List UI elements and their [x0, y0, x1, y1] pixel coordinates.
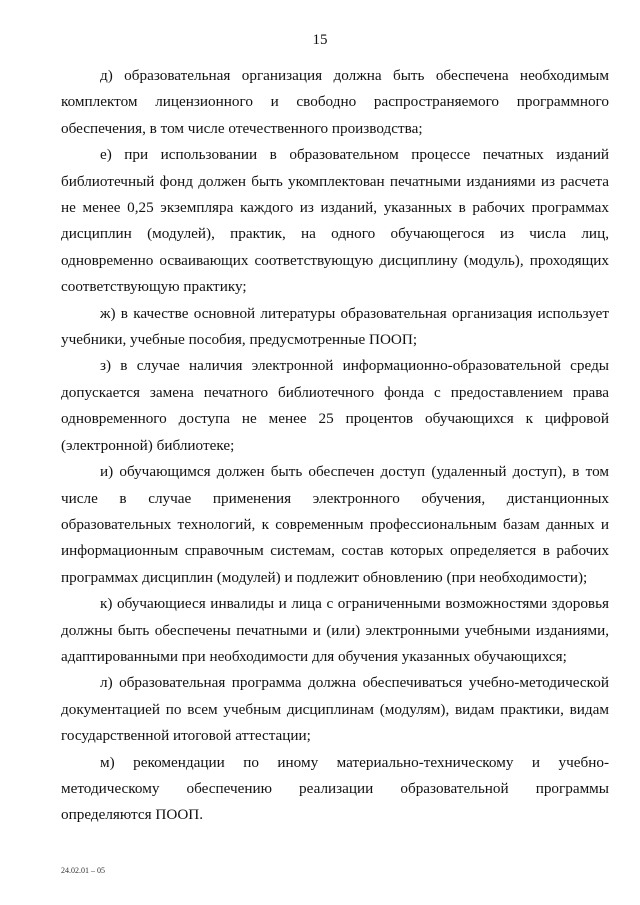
- paragraph-i: и) обучающимся должен быть обеспечен доступ (удаленный доступ), в том числе в случае применения электронного обучения, дистанционных образовательных технологий, к современным профессиональным базам данных и информационным справочным системам, состав которых определяется в рабочих программах дисциплин (модулей) и подлежит обновлению (при необходимости);: [61, 463, 609, 586]
- paragraph-e: е) при использовании в образовательном процессе печатных изданий библиотечный фонд должен быть укомплектован печатными изданиями из расчета не менее 0,25 экземпляра каждого из изданий, указанных в рабочих программах дисциплин (модулей), практик, на одного обучающегося из числа лиц, одновременно осваивающих соответствующую дисциплину (модуль), проходящих соответствующую практику;: [61, 146, 609, 296]
- paragraph-l: л) образовательная программа должна обеспечиваться учебно-методической документацией по всем учебным дисциплинам (модулям), видам практики, видам государственной итоговой аттестации;: [61, 674, 609, 745]
- paragraph-m: м) рекомендации по иному материально-техническому и учебно-методическому обеспечению реализации образовательной программы определяются ПООП.: [61, 753, 609, 824]
- document-body: [61, 63, 609, 829]
- paragraph-z: з) в случае наличия электронной информационно-образовательной среды допускается замена печатного библиотечного фонда с предоставлением права одновременного доступа не менее 25 процентов обучающихся к цифровой (электронной) библиотеке;: [61, 357, 609, 454]
- paragraph-d: д) образовательная организация должна быть обеспечена необходимым комплектом лицензионного и свободно распространяемого программного обеспечения, в том числе отечественного производства;: [61, 67, 609, 137]
- paragraph-k: к) обучающиеся инвалиды и лица с ограниченными возможностями здоровья должны быть обеспечены печатными и (или) электронными учебными изданиями, адаптированными при необходимости для обучения указанных обучающихся;: [61, 595, 609, 665]
- footer-document-code: 24.02.01 – 05: [61, 866, 105, 875]
- paragraph-zh: ж) в качестве основной литературы образовательная организация использует учебники, учебные пособия, предусмотренные ПООП;: [61, 304, 609, 349]
- page-number: 15: [312, 32, 328, 48]
